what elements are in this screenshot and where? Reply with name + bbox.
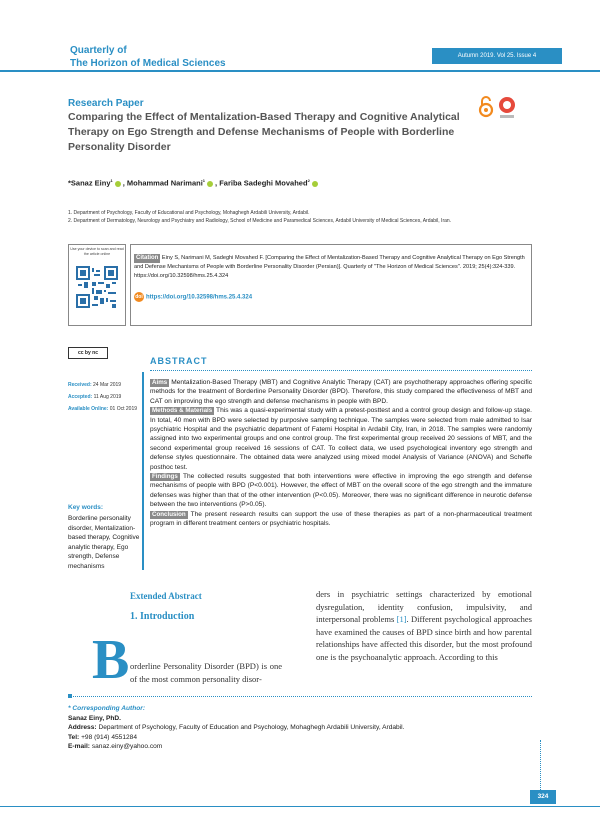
intro-paragraph: orderline Personality Disorder (BPD) is one of the most common personality disor- [130, 661, 282, 684]
reference-link[interactable]: [1] [396, 614, 407, 624]
corresponding-title: * Corresponding Author: [68, 705, 146, 712]
abstract-sidebar [142, 372, 144, 570]
qr-code-icon[interactable] [76, 266, 118, 308]
journal-title [70, 44, 226, 70]
citation-body: Einy S, Narimani M, Sadeghi Movahed F. [Comparing the Effect of Mentalization-Based Therapy and Cognitive Analytical Therapy on Ego Strength and Defense Mechanisms of People with Borderline Personality Disorder (Persian)]. Quarterly of "The Horizon of Medical Sciences". 2019; 25(4):324-339. https://doi.org/10.32598/hms.25.4.324 [134, 255, 525, 279]
aims-text: Mentalization-Based Therapy (MBT) and Cognitive Analytic Therapy (CAT) are psychotherapy approaches offering specific methods for the treatment of Borderline Personality Disorder (BPD). Therefore, this study compared the effectiveness of MBT and CAT on improving the ego strength and defense mechanisms in people with BPD. [150, 379, 532, 405]
drop-cap: B [92, 629, 130, 691]
footnote-divider [68, 696, 532, 697]
author-name: *Sanaz Einy [68, 178, 111, 188]
online-date [68, 406, 137, 412]
received-date [68, 382, 121, 388]
intro-paragraph-continued [316, 588, 532, 663]
received-label: Received: [68, 382, 92, 388]
footer-divider [0, 806, 600, 807]
paper-title: Comparing the Effect of Mentalization-Based Therapy and Cognitive Analytical Therapy on Ego Strength and Defense Mechanisms of People with Borderline Personality Disorder [68, 111, 460, 153]
extended-abstract-title: Extended Abstract [130, 591, 202, 601]
journal-title-line2: The Horizon of Medical Sciences [70, 58, 226, 69]
methods-tag: Methods & Materials [152, 407, 213, 415]
margin-rule [540, 740, 541, 790]
crossmark-icon[interactable] [498, 96, 516, 120]
introduction-heading: 1. Introduction [130, 611, 195, 622]
intro-text-b: . Different psychological approaches have examined the causes of BPD since birth and how parental relationships have affected this disorder, but the most profound one is the psychoanalytic approach. According to this [316, 614, 532, 662]
methods-text: This was a quasi-experimental study with a pretest-posttest and a control group design and follow-up stage. In total, 40 men with BPD were selected by purposive sampling technique. The samples were selected from male admitted to Isar psychiatric Hospital and the psychiatric department of Fatemi Hospital in Ardabil City, Iran, in 2018. The samples were randomly assigned into two experimental groups and one control group. The first experimental group received 20 sessions of MBT, and the second experimental group received 16 sessions of CAT. To collect data, we used psychological inventory ego strength and defense styles questionnaire. The obtained data were analyzed using mixed model Analysis of Variance (ANOVA) and Scheffe posthoc test. [150, 407, 532, 471]
open-access-icon [478, 96, 494, 118]
affiliation: 1. Department of Psychology, Faculty of Educational and Psychology, Mohaghegh Ardabili University, Ardabil. [68, 210, 310, 216]
author-affil-mark: 2 [307, 178, 310, 183]
keywords-text: Borderline personality disorder, Mentalization-based therapy, Cognitive analytic therapy, Ego strength, Defense mechanisms [68, 515, 140, 570]
author-affil-mark: 1 [202, 178, 206, 183]
conclusion-tag: Conclusion [152, 510, 186, 518]
keywords-title: Key words: [68, 504, 104, 511]
accepted-value: 11 Aug 2019 [93, 394, 122, 400]
author-name: , Fariba Sadeghi Movahed [215, 178, 308, 188]
author-list [68, 178, 320, 188]
accepted-date [68, 394, 121, 400]
journal-title-line1: Quarterly of [70, 45, 127, 56]
tel-label: Tel: [68, 733, 80, 741]
orcid-icon[interactable] [115, 181, 121, 187]
corresponding-email [68, 742, 404, 752]
doi-line [134, 292, 252, 302]
author-affil-mark: 1 [110, 178, 113, 183]
page-number: 324 [530, 790, 556, 804]
issue-badge: Autumn 2019. Vol 25. Issue 4 [432, 48, 562, 64]
address-value: Department of Psychology, Faculty of Education and Psychology, Mohaghegh Ardabili University, Ardabil. [98, 724, 405, 731]
accepted-label: Accepted: [68, 394, 93, 400]
orcid-icon[interactable] [207, 181, 213, 187]
qr-label: Use your device to scan and read the article online [70, 247, 124, 256]
tel-value: +98 (914) 4551284 [81, 733, 137, 741]
corresponding-author [68, 704, 404, 752]
email-label: E-mail: [68, 743, 90, 750]
findings-tag: Findings [152, 473, 178, 481]
orcid-icon[interactable] [312, 181, 318, 187]
corresponding-tel [68, 733, 404, 743]
header-divider [0, 70, 600, 72]
online-value: 01 Oct 2019 [109, 406, 138, 412]
abstract-body [150, 378, 532, 529]
conclusion-text: The present research results can support the use of these therapies as part of a non-pharmaceutical treatment program in different treatment centers or psychiatric hospitals. [150, 510, 532, 528]
address-label: Address: [68, 724, 97, 731]
received-value: 24 Mar 2019 [93, 382, 122, 388]
citation-text [134, 254, 528, 281]
intro-text-a: ders in psychiatric settings characterized by emotional dysregulation, identity confusion, impulsivity, and interpersonal problems [316, 589, 532, 624]
corresponding-address [68, 723, 404, 733]
abstract-heading: ABSTRACT [150, 356, 208, 366]
doi-link[interactable]: https://doi.org/10.32598/hms.25.4.324 [146, 294, 253, 301]
doi-icon: doi [135, 294, 143, 300]
cc-license-badge[interactable]: cc by nc [68, 347, 108, 359]
corresponding-name: Sanaz Einy, PhD. [68, 714, 122, 722]
findings-text: The collected results suggested that both interventions were effective in improving the ego strength and defense mechanisms of people with BPD (P<0.001). However, the effect of MBT on the overall score of the ego strength and the immature defenses was higher than that of the other intervention (P<0.05). Moreover, there was no significant difference in neurotic defense between the two interventions (P>0.05). [150, 473, 532, 509]
email-value[interactable]: sanaz.einy@yahoo.com [91, 743, 163, 750]
author-name: , Mohammad Narimani [122, 178, 203, 188]
abstract-divider [150, 370, 532, 371]
paper-type: Research Paper [68, 98, 144, 109]
citation-label: Citation [136, 255, 159, 261]
online-label: Available Online: [68, 406, 109, 412]
affiliation: 2. Department of Dermatology, Neurology and Psychiatry and Radiology, School of Medicine and Paramedical Sciences, Ardabil University of Medical Sciences, Ardabil, Iran. [68, 218, 452, 224]
aims-tag: Aims [152, 379, 168, 386]
